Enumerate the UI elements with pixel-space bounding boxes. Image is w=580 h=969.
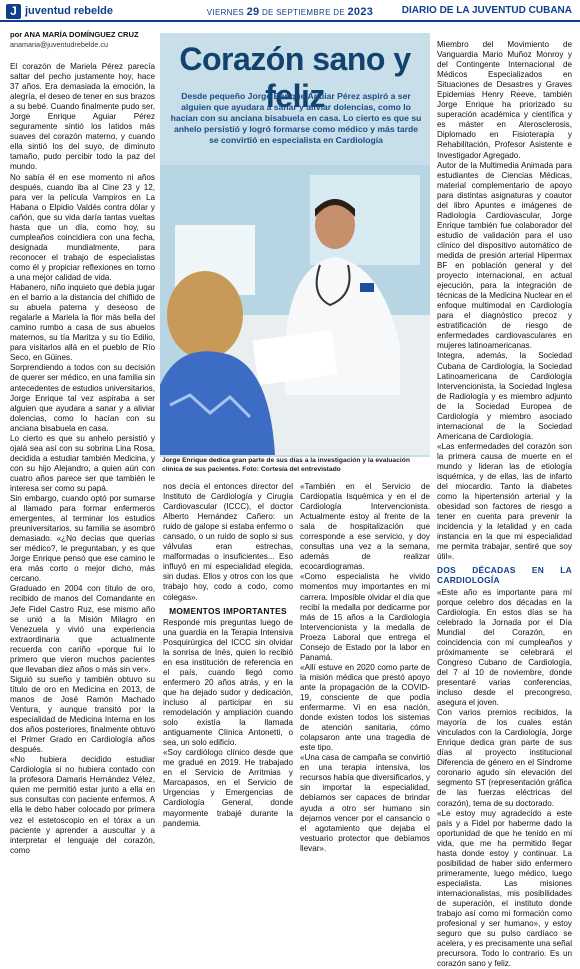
paragraph: Responde mis preguntas luego de una guardia en la Terapia Intensiva Posquirúrgica del ICCC sin olvidar la sonrisa de Inés, quien lo recibió en esa institución de referencia en el país, cuando llegó como enfermero 20 años atrás, y en la que ha dejado sudor y dedicación, incluso al participar en su remodelación y ampliación cuando solo existía la llamada antiguamente Clínica Antonetti, o sea, un solo edificio. — [163, 617, 293, 748]
paragraph: «Le estoy muy agradecido a este país y a Fidel por haberme dado la oportunidad de que he tenido en mi vida, que me ha permitido llegar hasta donde estoy y continuar. La posibilidad de haber sido enfermero primeramente, luego médico, luego especialista. Las misiones internacionalistas, mis posibilidades de superación, el instituto donde trabajo así como mi formación como profesional y ser humano», y estoy seguro que su pulso cardíaco se acelera, y es precisamente una señal precursora. Todo lo contrario. Es un corazón sano y feliz. — [437, 808, 572, 969]
paragraph: Con varios premios recibidos, la mayoría de los cuales están vinculados con la Cardiología, Jorge Enrique dedica gran parte de sus días al proyecto institucional Diferencia de género en el Síndrome coronario agudo sin elevación del segmento ST (representación gráfica de las fuerzas eléctricas del corazón), tema de su doctorado. — [437, 708, 572, 808]
paragraph: Habanero, niño inquieto que debía jugar en el barrio a la distancia del chiflido de su abuela paterna y deseoso de regalarle a Mariela la flor más bella del camino rumbo a casa de sus abuelos maternos, su tía Maritza y su tío Edilio, para visitarlos allá en el pueblo de Río Seco, en Güines. — [10, 283, 156, 363]
paragraph: «No hubiera decidido estudiar Cardiología si no hubiera contado con la profesora Damaris Hernández Vélez, quien me permitió estar junto a ella en sus consultas con paciente enfermos. A ella le debo haber colocado por primera vez el estetoscopio en el tórax a un paciente y aprender a auscultar y a interpretar el lenguaje del corazón, como — [10, 755, 155, 855]
article-column-4 — [437, 40, 572, 969]
headline: Corazón sano y feliz — [179, 41, 411, 114]
paragraph: Sorprendiendo a todos con su decisión de querer ser médico, en una familia sin antecedentes de estudios universitarios, Jorge Enrique tal vez aspiraba a ser alguien que ayudara a sanar y a aliviar dolencias, como lo hacían con su anciana bisabuela en casa. — [10, 363, 155, 433]
paragraph: Integra, además, la Sociedad Cubana de Cardiología, la Sociedad Latinoamericana de Cardiología Intervencionista, la Sociedad Inglesa de Radiología y es miembro adjunto de la Sociedad Europea de Cardiología y miembro asociado internacional de la Sociedad Americana de Cardiología. — [437, 351, 572, 441]
photo-flag-patch — [360, 283, 374, 292]
paragraph: «Las enfermedades del corazón son la primera causa de muerte en el mundo y lideran las de etiología isquémica, y de ellas, las de infarto del miocardio. Tanto la diabetes como la hipertensión arterial y la obesidad son factores de riesgo a tener en cuenta para prevenir la incidencia y la letalidad y en cada instancia en la que mi especialidad me permita trabajar, sentiré que soy útil». — [437, 441, 572, 562]
paragraph: Graduado en 2004 con título de oro, recibido de manos del Comandante en Jefe Fidel Castro Ruz, ese mismo año se unió a la Misión Milagro en Venezuela y vivió una experiencia extraordinaria que actualmente recuerda con cariño «porque fui lo primero que vieron muchos pacientes que llevaban diez años o más sin ver». — [10, 584, 155, 674]
paragraph: No sabía él en ese momento ni años después, cuando iba al Cine 23 y 12, para ver la película Vampiros en La Habana o Elpidio Valdés contra dólar y cañón, que su vida daría tantas vueltas hasta que un día, como hoy, su cumpleaños coincidiera con una fecha, designada mundialmente, para reconocer el trabajo de especialistas como él y propiciar reflexiones en torno a una mejor calidad de vida. — [10, 172, 155, 282]
byline: por ANA MARÍA DOMÍNGUEZ CRUZ — [10, 30, 139, 39]
author-email: anamaria@juventudrebelde.cu — [10, 40, 108, 49]
paragraph: Sin embargo, cuando optó por sumarse al llamado para formar enfermeros emergentes, al terminar los estudios preuniversitarios, su familia se asombró demasiado. «¿No decías que querías ser médico?, le preguntaban, y es que Jorge Enrique pensó que ese camino le era más corto o mejor dicho, más cercano. — [10, 494, 155, 584]
section-heading: DOS DÉCADAS EN LA CARDIOLOGÍA — [437, 565, 572, 586]
paragraph: Siguió su sueño y también obtuvo su título de oro en Medicina en 2013, de manos de José Ramón Machado Ventura, y aunque transitó por la especialidad de Medicina Interna en los dos años posteriores, finalmente obtuvo el Primer Grado en Cardiología años después. — [10, 674, 155, 755]
article-column-2 — [163, 482, 293, 828]
paragraph: Lo cierto es que su anhelo persistió y ojalá sea así con su sobrina Lina Rosa, decidida a estudiar también Medicina, y con su hijo Alejandro, a quien aún con cuatro años parece ser que también le interesa ser como su papá. — [10, 433, 155, 493]
doctor-with-patient-photo — [160, 165, 430, 455]
brand-name: juventud rebelde — [25, 5, 114, 17]
article-column-1 — [10, 62, 156, 855]
photo-patient-head — [167, 271, 243, 359]
paragraph: «También en el Servicio de Cardiopatía Isquémica y en el de Cardiología Intervencionista. Actualmente estoy al frente de la sala de hospitalización que corresponde a ese servicio, y doy consultas una vez a la semana, además de realizar ecocardiogramas. — [300, 482, 430, 572]
article-column-3 — [300, 482, 430, 853]
page-header — [0, 0, 580, 22]
newspaper-logo-icon: J — [6, 4, 21, 19]
feature-block — [160, 33, 430, 473]
paper-tagline: DIARIO DE LA JUVENTUD CUBANA — [401, 5, 572, 16]
photo-caption: Jorge Enrique dedica gran parte de sus días a la investigación y la evaluación clínica de sus pacientes. Foto: Cortesía del entrevistado — [160, 457, 430, 474]
paragraph: «Una casa de campaña se convirtió en una terapia intensiva, los recursos había que diversificarlos, y sin importar la especialidad, debíamos ser capaces de brindar ayuda a otro ser humano sin dejarnos vencer por el cansancio o el agotamiento que dejaba el vestuario protector que debíamos llevar». — [300, 753, 430, 853]
paragraph: nos decía el entonces director del Instituto de Cardiología y Cirugía Cardiovascular (ICCC), el doctor Alberto Hernández Cañero: un ruido de galope si estaba enfermo o cansado, o un ruido de soplo si sus válvulas eran estrechas, malformadas o insuficientes... Eso influyó en mi especialidad elegida, sin dudas. Ellos y otros con los que trabajo hoy, codo a codo, como colegas». — [163, 482, 293, 602]
issue-date: VIERNES 29 DE SEPTIEMBRE DE 2023 — [206, 6, 374, 18]
paragraph: «Este año es importante para mí porque celebro dos décadas en la Cardiología. En estos días se ha celebrado la Jornada por el Día Mundial del Corazón, en coincidencia con mi cumpleaños y próximamente se celebrará el Congreso Cubano de Cardiología, del 7 al 10 de noviembre, donde presentaré varias conferencias, incluso desde el precongreso, asegura el joven. — [437, 587, 572, 708]
paragraph: «Como especialista he vivido momentos muy importantes en mi carrera. Imposible olvidar el día que recibí la medalla por dedicarme por más de 15 años a la Cardiología Intervencionista y la medalla de Proeza Laboral que entrega el Consejo de Estado por la labor en Panamá. — [300, 572, 430, 662]
paragraph: «Soy cardiólogo clínico desde que me gradué en 2019. He trabajado en el Servicio de Arritmias y Marcapasos, en el Servicio de Urgencias y Emergencias de Cardiología General, donde mayormente trabajé durante la pandemia. — [163, 748, 293, 828]
paragraph: Autor de la Multimedia Animada para estudiantes de Ciencias Médicas, material complementario de apoyo para distintas asignaturas y coautor del libro Apuntes e imágenes de Radiología Cardiovascular, Jorge Enrique también fue colaborador del estudio de validación para el uso clínico del dispositivo automático de medida de presión arterial Hipermax BF en población general y del proyecto internacional, en actual ejecución, para la integración de técnicas de la Medicina Nuclear en el enfoque multimodal en Cardiología para el diagnóstico precoz y estratificación de riesgo de enfermedades cardiovasculares en mujeres latinoamericanas. — [437, 160, 572, 351]
paragraph: «Allí estuve en 2020 como parte de la misión médica que prestó apoyo ante la propagación de la COVID-19, consciente de que podía enfermarme. Vi en esa nación, donde existen todos los sistemas de atención sanitaria, cómo colapsaron ante una tragedia de este tipo. — [300, 662, 430, 753]
paragraph: Miembro del Movimiento de Vanguardia Mario Muñoz Monroy y del Contingente Internacional de Médicos Especializados en Situaciones de Desastres y Graves Epidemias Henry Reeve, también Jorge Enrique ha priorizado su superación académica y científica y es máster en Aterosclerosis, Diplomado en Fisioterapia y Rehabilitación, Profesor Asistente e Investigador Agregado. — [437, 40, 572, 160]
section-heading: MOMENTOS IMPORTANTES — [169, 605, 287, 616]
paragraph: El corazón de Mariela Pérez parecía saltar del pecho justamente hoy, hace 37 años. Era demasiada la emoción, la alegría, el deseo de tener en sus brazos a su bebé. Cuando finalmente pudo ser, Jorge Enrique Aguiar Pérez seguramente sintió los latidos más suaves del corazón materno, y cuando ella sintió los del suyo, de diminuto tamaño, pudo percibir todo la paz del mundo. — [10, 62, 155, 172]
deck-text: Desde pequeño Jorge Enrique Aguiar Pérez aspiró a ser alguien que ayudara a sanar y aliviar dolencias, como lo hacían con su anciana bisabuela en casa. Lo cierto es que su anhelo persistió y logró formarse como médico y más tarde se convirtió en especialista en Cardiología — [170, 91, 422, 145]
